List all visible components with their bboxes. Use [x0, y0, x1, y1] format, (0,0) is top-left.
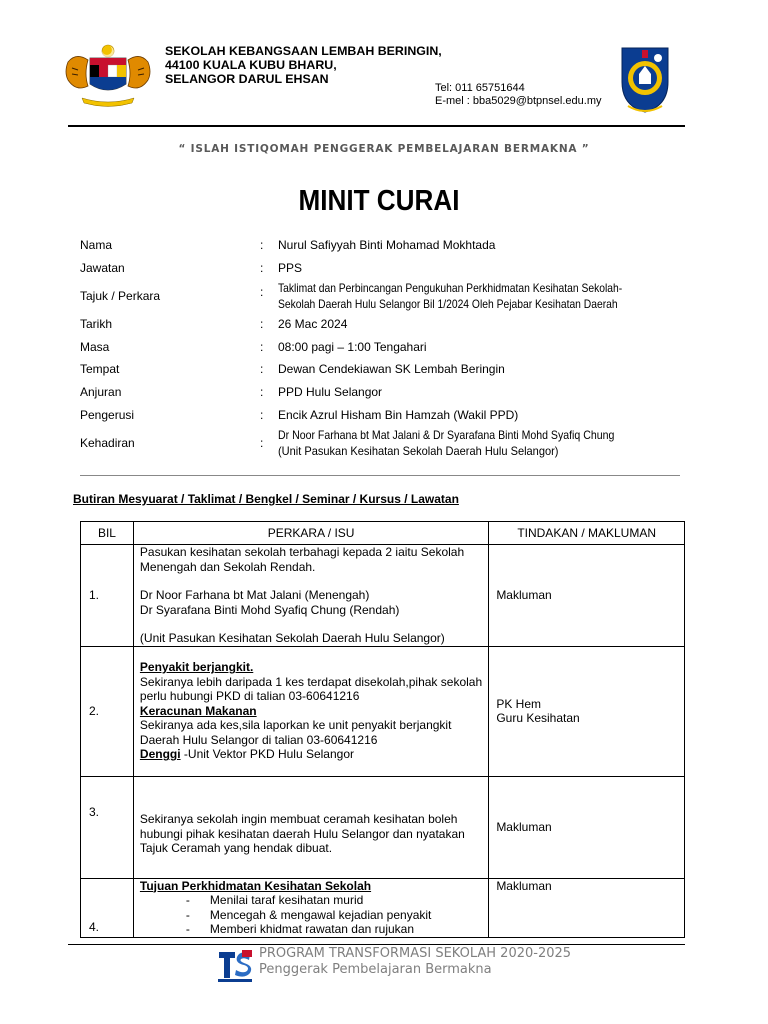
footer-divider [68, 944, 685, 945]
text-line: PK Hem [496, 696, 541, 711]
school-name [165, 44, 442, 86]
info-separator: : [260, 261, 264, 275]
row-perkara [133, 545, 488, 647]
text-line: (Unit Pasukan Kesihatan Sekolah Daerah Hulu Selangor) [139, 631, 445, 645]
row-tindakan: Makluman [489, 545, 685, 647]
minutes-table [80, 521, 685, 938]
topic-heading: Keracunan Makanan [139, 703, 257, 718]
column-header-perkara: PERKARA / ISU [133, 522, 488, 545]
info-value: PPS [278, 261, 303, 275]
info-value: 08:00 pagi – 1:00 Tengahari [278, 340, 427, 354]
info-label: Pengerusi [80, 408, 135, 422]
info-value: Nurul Safiyyah Binti Mohamad Mokhtada [278, 238, 496, 252]
column-header-bil: BIL [81, 522, 134, 545]
topic-heading: Denggi [139, 747, 181, 762]
row-perkara [133, 776, 488, 878]
row-tindakan [489, 646, 685, 776]
table-header-row [81, 522, 685, 545]
text-line: hubungi pihak kesihatan daerah Hulu Selangor dan nyatakan [139, 826, 465, 841]
list-item: - Mencegah & mengawal kejadian penyakit [140, 908, 488, 923]
info-label: Jawatan [80, 261, 125, 275]
info-value: Taklimat dan Perbincangan Pengukuhan Perkhidmatan Kesihatan Sekolah- [278, 281, 623, 295]
school-state-line: SELANGOR DARUL EHSAN [165, 72, 329, 86]
info-separator: : [260, 436, 264, 450]
topic-heading: Penyakit berjangkit. [139, 660, 254, 675]
row-number: 3. [81, 776, 134, 878]
text-line: perlu hubungi PKD di talian 03-60641216 [139, 689, 360, 704]
header-divider [68, 125, 685, 127]
row-number: 2. [81, 646, 134, 776]
text-line: Sekiranya ada kes,sila laporkan ke unit penyakit berjangkit [139, 718, 452, 733]
text-line [140, 747, 488, 762]
email: E-mel : bba5029@btpnsel.edu.my [435, 95, 602, 107]
text-line: Pasukan kesihatan sekolah terbahagi kepada 2 iaitu Sekolah [139, 545, 465, 559]
section-heading: Butiran Mesyuarat / Taklimat / Bengkel / Seminar / Kursus / Lawatan [73, 492, 459, 506]
text-line: Dr Noor Farhana bt Mat Jalani (Menengah) [139, 588, 370, 602]
text-line: Sekiranya sekolah ingin membuat ceramah kesihatan boleh [139, 812, 458, 827]
info-value: 26 Mac 2024 [278, 317, 348, 331]
info-separator: : [260, 317, 264, 331]
footer-text [259, 946, 571, 978]
info-separator: : [260, 285, 264, 299]
info-value: Encik Azrul Hisham Bin Hamzah (Wakil PPD) [278, 408, 519, 422]
info-value-continued: (Unit Pasukan Kesihatan Sekolah Daerah Hulu Selangor) [278, 444, 559, 458]
section-divider [80, 475, 680, 476]
school-motto: “ ISLAH ISTIQOMAH PENGGERAK PEMBELAJARAN BERMAKNA ” [178, 143, 590, 155]
info-value: Dr Noor Farhana bt Mat Jalani & Dr Syarafana Binti Mohd Syafiq Chung [278, 428, 615, 442]
text-line: Guru Kesihatan [496, 711, 580, 725]
school-address-line: 44100 KUALA KUBU BHARU, [165, 58, 337, 72]
row-number: 4. [81, 878, 134, 937]
school-name-line: SEKOLAH KEBANGSAAN LEMBAH BERINGIN, [165, 44, 442, 58]
row-number: 1. [81, 545, 134, 647]
text-line: Sekiranya lebih daripada 1 kes terdapat disekolah,pihak sekolah [139, 674, 483, 689]
info-value: Dewan Cendekiawan SK Lembah Beringin [278, 362, 505, 376]
telephone: Tel: 011 65751644 [435, 82, 525, 94]
text-fragment: -Unit Vektor PKD Hulu Selangor [180, 747, 354, 762]
list-item: - Menilai taraf kesihatan murid [140, 893, 488, 908]
table-row [81, 646, 685, 776]
info-separator: : [260, 362, 264, 376]
row-perkara [133, 646, 488, 776]
list-item: - Memberi khidmat rawatan dan rujukan [140, 922, 488, 937]
ts25-logo-icon [216, 948, 254, 984]
school-logo-icon [618, 44, 672, 114]
malaysia-coat-of-arms-icon [60, 42, 156, 110]
info-separator: : [260, 340, 264, 354]
text-line: Menengah dan Sekolah Rendah. [139, 559, 316, 574]
info-label: Tajuk / Perkara [80, 289, 161, 303]
table-row [81, 878, 685, 937]
column-header-tindakan: TINDAKAN / MAKLUMAN [489, 522, 685, 545]
info-label: Tarikh [80, 317, 113, 331]
row-tindakan: Makluman [489, 878, 685, 937]
text-line: Daerah Hulu Selangor di talian 03-60641216 [139, 732, 378, 747]
table-row [81, 545, 685, 647]
text-line: Dr Syarafana Binti Mohd Syafiq Chung (Rendah) [139, 602, 400, 617]
info-separator: : [260, 385, 264, 399]
table-row [81, 776, 685, 878]
info-label: Nama [80, 238, 113, 252]
bullet-list [140, 893, 488, 937]
contact-info [435, 82, 601, 108]
footer-program: PROGRAM TRANSFORMASI SEKOLAH 2020-2025 [259, 946, 572, 961]
topic-heading: Tujuan Perkhidmatan Kesihatan Sekolah [139, 878, 372, 893]
info-value-continued: Sekolah Daerah Hulu Selangor Bil 1/2024 Oleh Pejabar Kesihatan Daerah [278, 297, 618, 311]
row-tindakan: Makluman [489, 776, 685, 878]
info-label: Kehadiran [80, 436, 135, 450]
info-label: Tempat [80, 362, 120, 376]
info-label: Anjuran [80, 385, 122, 399]
info-label: Masa [80, 340, 110, 354]
page-title: MINIT CURAI [298, 185, 460, 217]
info-value: PPD Hulu Selangor [278, 385, 383, 399]
row-perkara [133, 878, 488, 937]
info-separator: : [260, 408, 264, 422]
footer-tagline: Penggerak Pembelajaran Bermakna [259, 962, 492, 977]
info-separator: : [260, 238, 264, 252]
text-line: Tajuk Ceramah yang hendak dibuat. [139, 841, 333, 856]
